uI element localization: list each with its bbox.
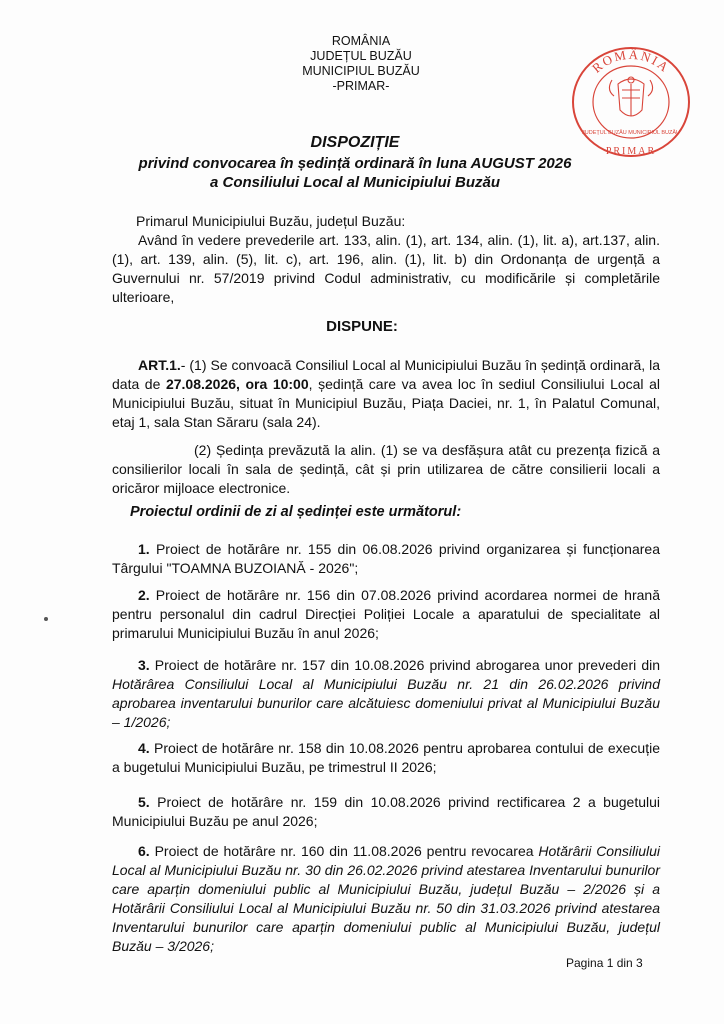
agenda-item-number: 3.: [138, 657, 150, 673]
agenda-item-text: Proiect de hotărâre nr. 159 din 10.08.2026 privind rectificarea 2 a bugetului Municipiului Buzău pe anul 2026;: [112, 794, 660, 829]
article-1-text-a: - (1) Se convoacă Consiliul Local al Municipiului Buzău în ședință ordinară, la data de: [112, 357, 660, 392]
agenda-item-text: Proiect de hotărâre nr. 158 din 10.08.2026 pentru aprobarea contului de execuție a bugetului Municipiului Buzău, pe trimestrul II 2026;: [112, 740, 661, 775]
agenda-item-number: 6.: [138, 843, 150, 859]
agenda-item-referenced-decision: Hotărârea Consiliului Local al Municipiului Buzău nr. 21 din 26.02.2026 privind aprobarea inventarului bunurilor care alcătuiesc domeniului privat al Municipiului Buzău – 1/2026;: [112, 676, 660, 730]
scan-mark: [44, 617, 48, 621]
header-county: JUDEȚUL BUZĂU: [310, 49, 412, 63]
agenda-item-number: 2.: [138, 587, 150, 603]
agenda-item-text: Proiect de hotărâre nr. 157 din 10.08.2026 privind abrogarea unor prevederi din: [154, 657, 661, 673]
coat-of-arms-icon: [609, 77, 652, 116]
preamble-body-text: Având în vedere prevederile art. 133, alin. (1), art. 134, alin. (1), lit. a), art.137, alin. (1), art. 139, alin. (5), lit. c), art. 196, alin. (1), lit. b) din Ordonanța de urgență a Guvernului nr. 57/2019 privind Codul administrativ, cu modificările și completările ulterioare,: [112, 232, 660, 305]
agenda-title: Proiectul ordinii de zi al ședinței este următorul:: [130, 504, 462, 520]
agenda-item-text: Proiect de hotărâre nr. 156 din 07.08.2026 privind acordarea normei de hrană pentru personalul din cadrul Direcției Poliției Locale a aparatului de specialitate al primarului Municipiului Buzău în anul 2026;: [112, 587, 660, 641]
agenda-item-number: 4.: [138, 740, 150, 756]
institution-header: [290, 34, 432, 94]
agenda-item-text: Proiect de hotărâre nr. 155 din 06.08.2026 privind organizarea și funcționarea Târgului "TOAMNA BUZOIANĂ - 2026";: [112, 541, 660, 576]
article-1-text-b: , ședință care va avea loc în sediul Consiliului Local al Municipiului Buzău, situat în Municipiul Buzău, Piața Daciei, nr. 1, în Palatul Comunal, etaj 1, sala Stan Săraru (sala 24).: [112, 376, 660, 430]
svg-text:ROMÂNIA: [589, 47, 673, 76]
dispune-heading: DISPUNE:: [326, 318, 398, 335]
article-1-p2-text: (2) Ședința prevăzută la alin. (1) se va desfășura atât cu prezența fizică a consilierilor locali în sala de ședință, cât și prin utilizarea de către consilierii locali a oricăror mijloace electronice.: [112, 442, 660, 496]
article-1-paragraph-1: [112, 356, 660, 432]
title-subject-2: a Consiliului Local al Municipiului Buzău: [209, 174, 501, 191]
header-country: ROMÂNIA: [331, 34, 391, 48]
title-heading: DISPOZIȚIE: [310, 134, 400, 151]
agenda-item-text: Proiect de hotărâre nr. 160 din 11.08.2026 pentru revocarea: [154, 843, 539, 859]
title-subject: privind convocarea în ședință ordinară în luna AUGUST 2026: [138, 155, 572, 172]
agenda-item-referenced-decision: Hotărârii Consiliului Local al Municipiului Buzău nr. 30 din 26.02.2026 privind atestarea Inventarului bunurilor care aparțin domeniului public al Municipiului Buzău, județul Buzău – 2/2026 și a Hotărârii Consiliului Local al Municipiului Buzău nr. 50 din 31.03.2026 privind atestarea Inventarului bunurilor care aparțin domeniului public al Municipiului Buzău, județul Buzău – 3/2026;: [112, 843, 660, 954]
agenda-item-3: [112, 656, 660, 732]
agenda-item-2: [112, 586, 660, 643]
header-office: -PRIMAR-: [332, 79, 390, 93]
stamp-top-text: ROMÂNIA: [589, 46, 673, 76]
agenda-item-1: [112, 540, 660, 578]
article-label: ART.1.: [138, 357, 181, 373]
agenda-item-number: 5.: [138, 794, 150, 810]
document-title: [100, 134, 610, 191]
page-number: Pagina 1 din 3: [566, 956, 643, 970]
header-municipality: MUNICIPIUL BUZĂU: [302, 64, 420, 78]
preamble-issuer: [118, 212, 666, 231]
stamp-inner-text: JUDEȚUL BUZĂU MUNICIPIUL BUZĂU: [582, 130, 680, 136]
stamp-bottom-text: PRIMAR: [605, 146, 657, 157]
agenda-item-number: 1.: [138, 541, 150, 557]
meeting-datetime: 27.08.2026, ora 10:00: [165, 376, 309, 392]
preamble-body: [112, 231, 660, 307]
agenda-item-5: [112, 793, 660, 831]
agenda-item-6: [112, 842, 660, 956]
agenda-item-4: [112, 739, 660, 777]
preamble-issuer-text: Primarul Municipiului Buzău, județul Buzău:: [136, 213, 406, 229]
article-1-paragraph-2: [112, 441, 660, 498]
